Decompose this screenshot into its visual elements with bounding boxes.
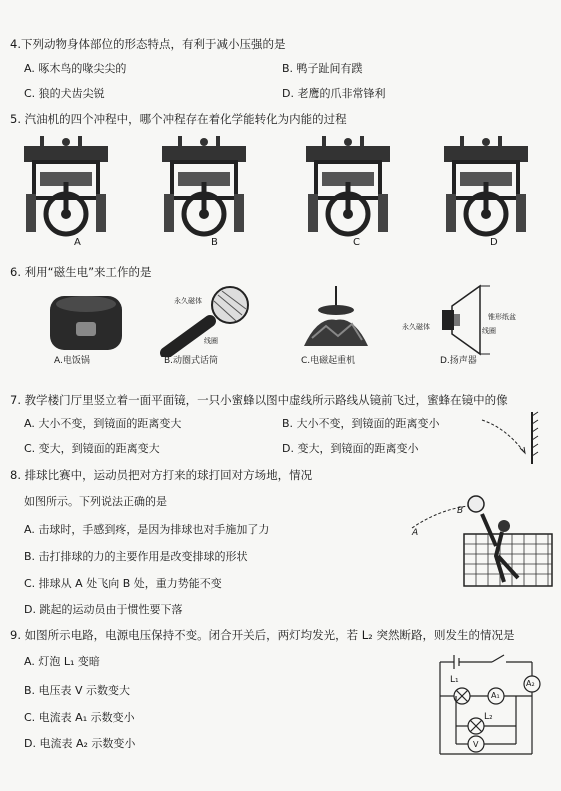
circuit-diagram — [430, 650, 546, 766]
speaker-cone-label: 锥形纸盆 — [488, 313, 516, 321]
q4-stem: 4.下列动物身体部位的形态特点，有利于减小压强的是 — [10, 37, 286, 51]
q4-option-b: B. 鸭子趾间有蹼 — [282, 62, 363, 75]
q7-option-d: D. 变大，到镜面的距离变小 — [282, 442, 419, 455]
q8-stem-2: 如图所示。下列说法正确的是 — [24, 495, 167, 508]
q7-stem: 7. 教学楼门厅里竖立着一面平面镜，一只小蜜蜂以图中虚线所示路线从镜前飞过，蜜蜂在镜中的像 — [10, 393, 508, 407]
q4-option-a: A. 啄木鸟的喙尖尖的 — [24, 62, 127, 75]
q4-option-c: C. 狼的犬齿尖锐 — [24, 87, 105, 100]
engine-strokes-figure — [20, 132, 540, 250]
q8-stem: 8. 排球比赛中，运动员把对方打来的球打回对方场地，情况 — [10, 468, 313, 482]
point-b-label: B — [457, 506, 464, 516]
speaker-coil-label: 线圈 — [482, 327, 496, 335]
q9-option-c: C. 电流表 A₁ 示数变小 — [24, 711, 135, 724]
q6-option-c: C.电磁起重机 — [301, 356, 356, 366]
engine-label-a: A — [74, 237, 81, 248]
q5-stem: 5. 汽油机的四个冲程中，哪个冲程存在着化学能转化为内能的过程 — [10, 112, 347, 126]
q4-option-d: D. 老鹰的爪非常锋利 — [282, 87, 386, 100]
engine-label-d: D — [490, 237, 498, 248]
rice-cooker-image — [46, 290, 126, 352]
engine-label-b: B — [211, 237, 218, 248]
q6-stem: 6. 利用“磁生电”来工作的是 — [10, 265, 152, 279]
q6-option-a: A.电饭锅 — [54, 356, 90, 366]
q6-option-d: D.扬声器 — [440, 356, 477, 366]
q7-option-a: A. 大小不变，到镜面的距离变大 — [24, 417, 182, 430]
q8-option-b: B. 击打排球的力的主要作用是改变排球的形状 — [24, 550, 248, 563]
point-a-label: A — [412, 528, 419, 538]
electromagnetic-crane-image — [298, 286, 374, 354]
q8-option-a: A. 击球时，手感到疼，是因为排球也对手施加了力 — [24, 523, 270, 536]
lamp-l2-label: L₂ — [484, 712, 493, 722]
ammeter-a1-label: A₁ — [491, 691, 500, 700]
q8-option-c: C. 排球从 A 处飞向 B 处，重力势能不变 — [24, 577, 222, 590]
q7-option-c: C. 变大，到镜面的距离变大 — [24, 442, 160, 455]
ammeter-a2-label: A₂ — [526, 679, 535, 688]
q9-option-d: D. 电流表 A₂ 示数变小 — [24, 737, 136, 750]
engine-label-c: C — [353, 237, 360, 248]
q7-option-b: B. 大小不变，到镜面的距离变小 — [282, 417, 440, 430]
voltmeter-label: V — [473, 740, 479, 749]
volleyball-figure — [408, 490, 554, 590]
lamp-l1-label: L₁ — [450, 675, 459, 685]
q9-option-a: A. 灯泡 L₁ 变暗 — [24, 655, 100, 668]
mirror-bee-figure — [478, 410, 542, 466]
speaker-magnet-label: 永久磁体 — [402, 323, 430, 331]
mic-magnet-label: 永久磁体 — [174, 297, 202, 305]
mic-coil-label: 线圈 — [204, 337, 218, 345]
q8-option-d: D. 跳起的运动员由于惯性要下落 — [24, 603, 183, 616]
q6-option-b: B.动圈式话筒 — [164, 356, 219, 366]
q9-stem: 9. 如图所示电路，电源电压保持不变。闭合开关后，两灯均发光，若 L₂ 突然断路，则发生的情况是 — [10, 628, 515, 642]
q9-option-b: B. 电压表 V 示数变大 — [24, 684, 131, 697]
